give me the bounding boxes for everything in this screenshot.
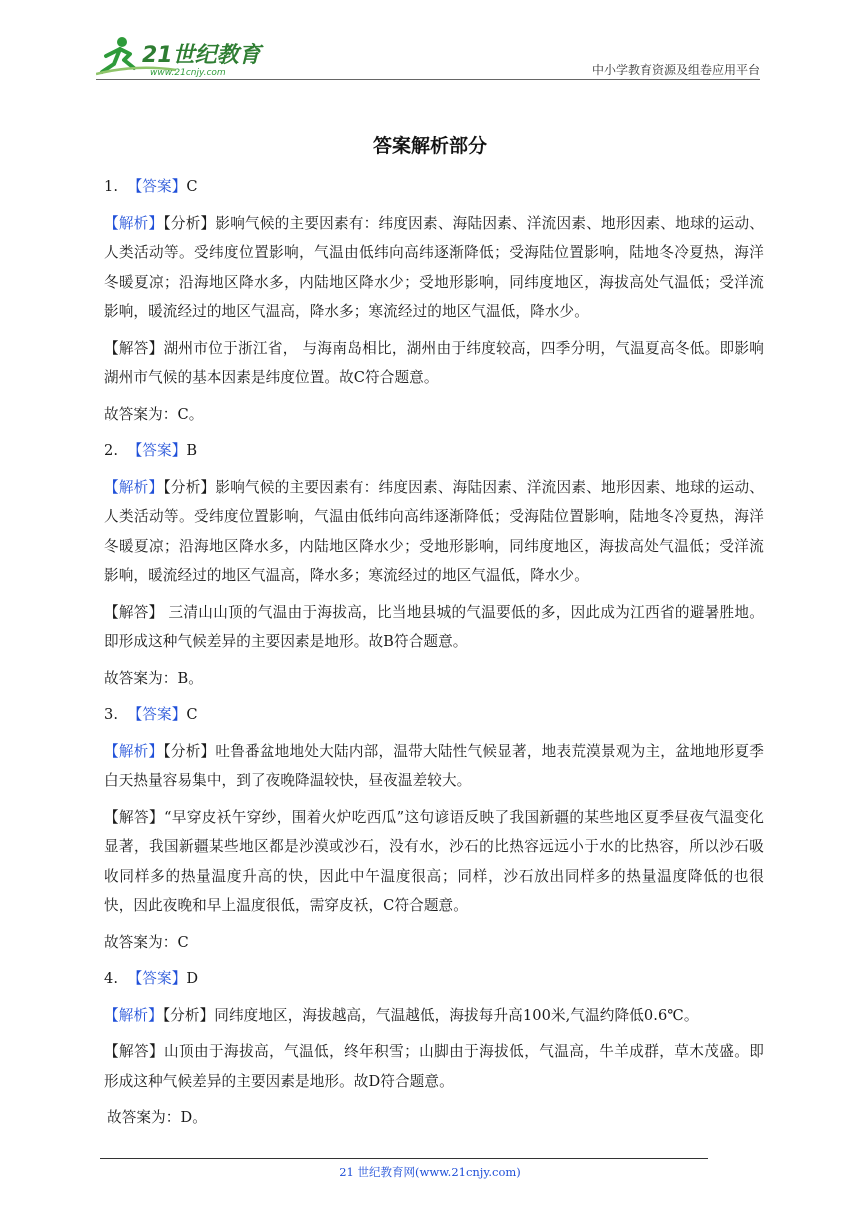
question-3-answer (104, 700, 764, 730)
question-3-final: 故答案为：C (104, 933, 189, 951)
question-4-answer (104, 964, 764, 994)
question-1-final: 故答案为：C。 (104, 405, 204, 423)
analysis-tag: 【解析】 (104, 742, 164, 760)
platform-name: 中小学教育资源及组卷应用平台 (591, 63, 760, 77)
question-4-final: 故答案为：D。 (107, 1109, 207, 1126)
solution-text: “早穿皮袄午穿纱，围着火炉吃西瓜”这句谚语反映了我国新疆的某些地区夏季昼夜气温变化显著，我国新疆某些地区都是沙漠或沙石，没有水，沙石的比热容远远小于水的比热容，所以沙石吸收同样多的热量温度升高的快，因此中午温度很高；同样，沙石放出同样多的热量温度降低的也很快，因此夜晚和早上温度很低，需穿皮袄，C符合题意。 (104, 808, 764, 914)
solution-text: 三清山山顶的气温由于海拔高，比当地县城的气温要低的多，因此成为江西省的避暑胜地。即形成这种气候差异的主要因素是地形。故B符合题意。 (104, 603, 764, 650)
answer-value: B (186, 442, 198, 459)
fenxi-tag: 【分析】 (162, 1006, 215, 1024)
jieda-tag: 【解答】 (104, 603, 164, 621)
analysis-text: 吐鲁番盆地地处大陆内部，温带大陆性气候显著，地表荒漠景观为主，盆地地形夏季白天热量容易集中，到了夜晚降温较快，昼夜温差较大。 (104, 742, 764, 789)
fenxi-tag: 【分析】 (163, 478, 216, 496)
logo-text: 21世纪教育 (142, 43, 261, 68)
solution-text: 湖州市位于浙江省， 与海南岛相比，湖州由于纬度较高，四季分明，气温夏高冬低。即影响湖州市气候的基本因素是纬度位置。故C符合题意。 (104, 339, 764, 386)
analysis-text: 影响气候的主要因素有：纬度因素、海陆因素、洋流因素、地形因素、地球的运动、人类活动等。受纬度位置影响，气温由低纬向高纬逐渐降低；受海陆位置影响，陆地冬冷夏热，海洋冬暖夏凉；沿海地区降水多，内陆地区降水少；受地形影响，同纬度地区，海拔高处气温低；受洋流影响，暖流经过的地区气温高，降水多；寒流经过的地区气温低，降水少。 (104, 478, 764, 584)
fenxi-tag: 【分析】 (163, 214, 216, 232)
question-2-answer (104, 436, 764, 466)
solution-text: 山顶由于海拔高，气温低，终年积雪；山脚由于海拔低，气温高，牛羊成群，草木茂盛。即形成这种气候差异的主要因素是地形。故D符合题意。 (104, 1043, 764, 1090)
answer-value: C (186, 706, 198, 723)
page-title: 答案解析部分 (372, 135, 487, 157)
answer-tag: 【答案】 (127, 970, 187, 987)
question-4-solution (104, 1037, 764, 1096)
question-2-solution (104, 598, 764, 657)
question-number: 1. (104, 178, 119, 195)
analysis-text: 影响气候的主要因素有：纬度因素、海陆因素、洋流因素、地形因素、地球的运动、人类活动等。受纬度位置影响，气温由低纬向高纬逐渐降低；受海陆位置影响，陆地冬冷夏热，海洋冬暖夏凉；沿海地区降水多，内陆地区降水少；受地形影响，同纬度地区，海拔高处气温低；受洋流影响，暖流经过的地区气温高，降水多；寒流经过的地区气温低，降水少。 (104, 214, 764, 320)
logo-url: www.21cnjy.com (150, 68, 226, 78)
answer-value: D (186, 970, 199, 987)
question-3-analysis (104, 737, 764, 796)
site-logo (96, 34, 266, 78)
analysis-tag: 【解析】 (104, 1006, 163, 1024)
analysis-tag: 【解析】 (104, 214, 164, 232)
answer-tag: 【答案】 (127, 706, 187, 723)
jieda-tag: 【解答】 (104, 339, 164, 357)
footer-divider (100, 1158, 708, 1159)
fenxi-tag: 【分析】 (163, 742, 216, 760)
answer-tag: 【答案】 (127, 178, 187, 195)
question-1-answer (104, 172, 764, 202)
answer-content (104, 172, 764, 1140)
question-2-analysis (104, 473, 764, 591)
jieda-tag: 【解答】 (104, 1043, 165, 1060)
question-1-solution (104, 334, 764, 393)
question-4-analysis (104, 1001, 764, 1031)
question-number: 2. (104, 442, 119, 459)
answer-tag: 【答案】 (127, 442, 187, 459)
jieda-tag: 【解答】 (104, 808, 164, 826)
question-3-solution (104, 803, 764, 921)
question-number: 4. (104, 970, 119, 987)
header-divider (96, 79, 760, 80)
answer-value: C (186, 178, 198, 195)
analysis-tag: 【解析】 (104, 478, 164, 496)
footer-link[interactable]: 21 世纪教育网(www.21cnjy.com) (339, 1165, 521, 1179)
page-header (96, 34, 760, 80)
analysis-text: 同纬度地区，海拔越高，气温越低，海拔每升高100米,气温约降低0.6℃。 (214, 1006, 699, 1024)
question-2-final: 故答案为：B。 (104, 669, 203, 687)
question-1-analysis (104, 209, 764, 327)
question-number: 3. (104, 706, 119, 723)
